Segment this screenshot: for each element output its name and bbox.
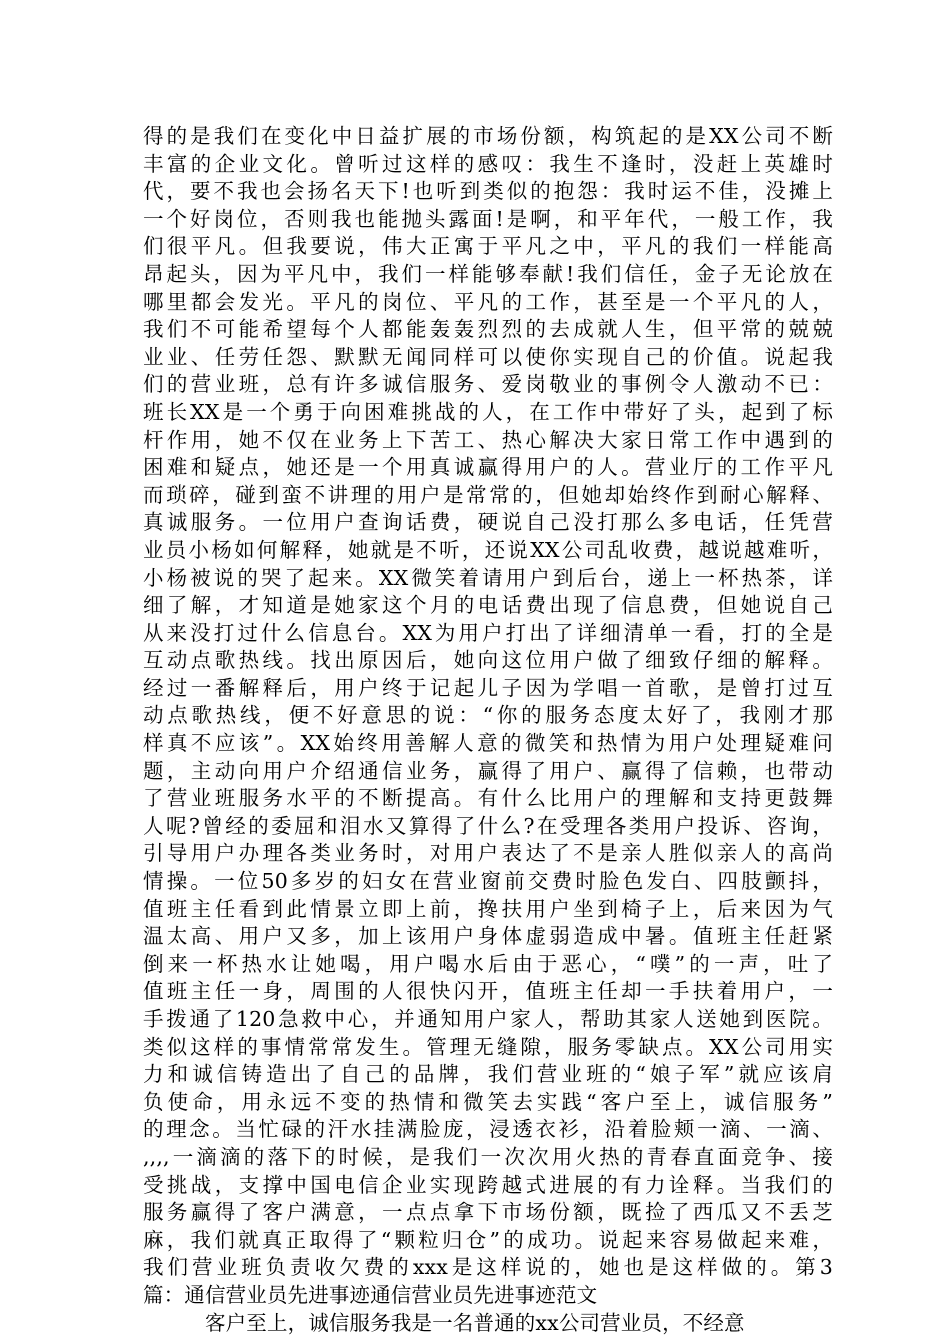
text-line: 类似这样的事情常常发生。管理无缝隙，服务零缺点。XX公司用实 (143, 1034, 833, 1059)
section-heading-line: 篇：通信营业员先进事迹通信营业员先进事迹范文 (143, 1282, 598, 1307)
text-line: 情操。一位50多岁的妇女在营业窗前交费时脸色发白、四肢颤抖， (143, 869, 833, 894)
text-line: 们的营业班，总有许多诚信服务、爱岗敬业的事例令人激动不已： (143, 372, 833, 397)
text-line: 业业、任劳任怨、默默无闻同样可以使你实现自己的价值。说起我 (143, 344, 833, 369)
text-line: 我们营业班负责收欠费的xxx是这样说的，她也是这样做的。第3 (143, 1255, 833, 1280)
text-line: 样真不应该”。XX始终用善解人意的微笑和热情为用户处理疑难问 (143, 731, 833, 756)
text-line: 互动点歌热线。找出原因后，她向这位用户做了细致仔细的解释。 (143, 648, 833, 673)
text-line: 题，主动向用户介绍通信业务，赢得了用户、赢得了信赖，也带动 (143, 758, 833, 783)
text-line: 真诚服务。一位用户查询话费，硬说自己没打那么多电话，任凭营 (143, 510, 833, 535)
text-line: 班长XX是一个勇于向困难挑战的人，在工作中带好了头，起到了标 (143, 399, 833, 424)
text-line: 业员小杨如何解释，她就是不听，还说XX公司乱收费，越说越难听， (143, 537, 833, 562)
text-line: 细了解，才知道是她家这个月的电话费出现了信息费，但她说自己 (143, 593, 833, 618)
text-line: 小杨被说的哭了起来。XX微笑着请用户到后台，递上一杯热茶，详 (143, 565, 833, 590)
text-line: 值班主任一身，周围的人很快闪开，值班主任却一手扶着用户，一 (143, 979, 833, 1004)
text-line: 服务赢得了客户满意，一点点拿下市场份额，既捡了西瓜又不丢芝 (143, 1200, 833, 1225)
text-line: 力和诚信铸造出了自己的品牌，我们营业班的“娘子军”就应该肩 (143, 1062, 833, 1087)
text-line: 倒来一杯热水让她喝，用户喝水后由于恶心，“噗”的一声，吐了 (143, 951, 833, 976)
text-line: 引导用户办理各类业务时，对用户表达了不是亲人胜似亲人的高尚 (143, 841, 833, 866)
text-line: ,,,,一滴滴的落下的时候，是我们一次次用火热的青春直面竞争、接 (143, 1144, 833, 1169)
text-line: 昂起头，因为平凡中，我们一样能够奉献!我们信任，金子无论放在 (143, 261, 833, 286)
text-line: 哪里都会发光。平凡的岗位、平凡的工作，甚至是一个平凡的人， (143, 289, 833, 314)
text-line: 困难和疑点，她还是一个用真诚赢得用户的人。营业厅的工作平凡 (143, 455, 833, 480)
text-line: 人呢?曾经的委屈和泪水又算得了什么?在受理各类用户投诉、咨询， (143, 813, 833, 838)
text-line: 经过一番解释后，用户终于记起儿子因为学唱一首歌，是曾打过互 (143, 675, 833, 700)
text-line: 值班主任看到此情景立即上前，搀扶用户坐到椅子上，后来因为气 (143, 896, 833, 921)
paragraph-start-line: 客户至上，诚信服务我是一名普通的xx公司营业员，不经意 (205, 1310, 745, 1335)
text-line: 负使命，用永远不变的热情和微笑去实践“客户至上，诚信服务” (143, 1089, 833, 1114)
text-line: 从来没打过什么信息台。XX为用户打出了详细清单一看，打的全是 (143, 620, 833, 645)
text-line: 受挑战，支撑中国电信企业实现跨越式进展的有力诠释。当我们的 (143, 1172, 833, 1197)
text-line: 丰富的企业文化。曾听过这样的感叹：我生不逢时，没赶上英雄时 (143, 151, 833, 176)
text-line: 动点歌热线，便不好意思的说：“你的服务态度太好了，我刚才那 (143, 703, 833, 728)
text-line: 手拨通了120急救中心，并通知用户家人，帮助其家人送她到医院。 (143, 1007, 833, 1031)
body-text (143, 123, 833, 1337)
text-line: 了营业班服务水平的不断提高。有什么比用户的理解和支持更鼓舞 (143, 786, 833, 811)
text-line: 代，要不我也会扬名天下!也听到类似的抱怨：我时运不佳，没摊上 (143, 179, 833, 204)
text-line: 而琐碎，碰到蛮不讲理的用户是常常的，但她却始终作到耐心解释、 (143, 482, 833, 507)
text-line: 一个好岗位，否则我也能抛头露面!是啊，和平年代，一般工作，我 (143, 206, 833, 231)
text-line: 杆作用，她不仅在业务上下苦工、热心解决大家日常工作中遇到的 (143, 427, 833, 452)
text-line: 的理念。当忙碌的汗水挂满脸庞，浸透衣衫，沿着脸颊一滴、一滴、 (143, 1117, 833, 1142)
text-line: 们很平凡。但我要说，伟大正寓于平凡之中，平凡的我们一样能高 (143, 234, 833, 259)
text-line: 麻，我们就真正取得了“颗粒归仓”的成功。说起来容易做起来难， (143, 1227, 833, 1252)
text-line: 得的是我们在变化中日益扩展的市场份额，构筑起的是XX公司不断 (143, 124, 833, 148)
text-line: 温太高、用户又多，加上该用户身体虚弱造成中暑。值班主任赶紧 (143, 924, 833, 949)
text-line: 我们不可能希望每个人都能轰轰烈烈的去成就人生，但平常的兢兢 (143, 317, 833, 342)
